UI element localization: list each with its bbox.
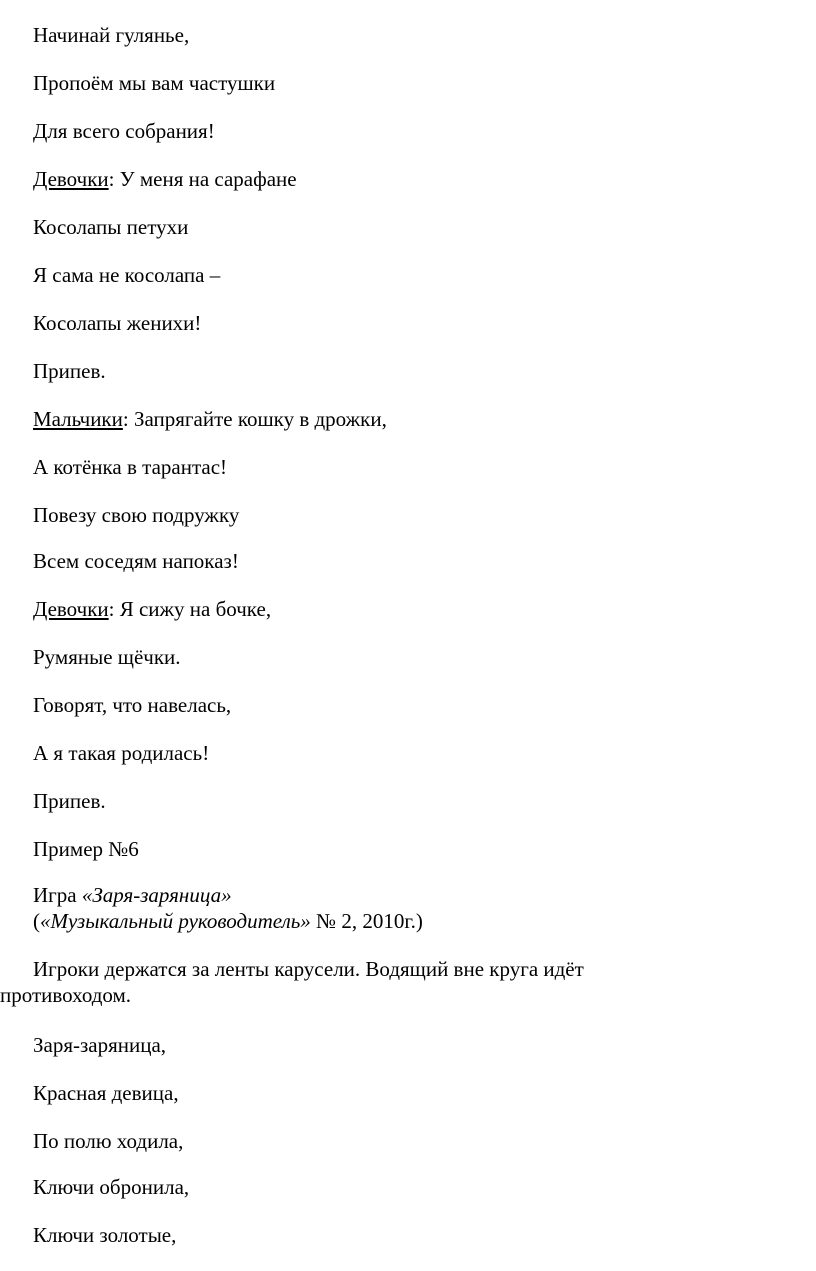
verse-line: Румяные щёчки. xyxy=(33,645,181,669)
verse-line-with-speaker xyxy=(33,596,271,622)
verse-line: Всем соседям напоказ! xyxy=(33,549,239,573)
game-title: «Заря-заряница» xyxy=(81,883,232,907)
speaker-label: Мальчики xyxy=(33,407,123,431)
game-instruction xyxy=(0,956,816,1008)
verse-line: А котёнка в тарантас! xyxy=(33,455,228,479)
source-title: «Музыкальный руководитель» xyxy=(40,909,311,933)
song-line: Заря-заряница, xyxy=(33,1033,167,1057)
speaker-label: Девочки xyxy=(33,167,109,191)
refrain-line: Припев. xyxy=(33,789,106,813)
verse-line: А я такая родилась! xyxy=(33,741,210,765)
verse-text: : У меня на сарафане xyxy=(108,167,297,191)
verse-text: : Я сижу на бочке, xyxy=(108,597,272,621)
verse-line: Косолапы женихи! xyxy=(33,311,202,335)
game-title-line xyxy=(33,882,232,908)
verse-text: : Запрягайте кошку в дрожки, xyxy=(122,407,387,431)
refrain-line: Припев. xyxy=(33,359,106,383)
verse-line: Повезу свою подружку xyxy=(33,503,240,527)
game-prefix: Игра xyxy=(33,883,82,907)
verse-line: Я сама не косолапа – xyxy=(33,263,221,287)
verse-line-with-speaker xyxy=(33,166,297,192)
game-source-line xyxy=(33,908,423,934)
song-line: По полю ходила, xyxy=(33,1129,184,1153)
verse-line: Косолапы петухи xyxy=(33,215,189,239)
verse-line: Пропоём мы вам частушки xyxy=(33,71,276,95)
instruction-continuation: противоходом. xyxy=(0,983,132,1007)
verse-line: Начинай гулянье, xyxy=(33,23,190,47)
song-line: Ключи золотые, xyxy=(33,1223,177,1247)
song-line: Красная девица, xyxy=(33,1081,179,1105)
song-line: Ключи обронила, xyxy=(33,1175,190,1199)
verse-line-with-speaker xyxy=(33,406,387,432)
source-rest: № 2, 2010г.) xyxy=(310,909,423,933)
verse-line: Для всего собрания! xyxy=(33,119,215,143)
speaker-label: Девочки xyxy=(33,597,109,621)
source-open: ( xyxy=(33,909,40,933)
instruction-first-line: Игроки держатся за ленты карусели. Водящий вне круга идёт xyxy=(33,957,584,981)
verse-line: Говорят, что навелась, xyxy=(33,693,232,717)
example-heading: Пример №6 xyxy=(33,837,139,861)
